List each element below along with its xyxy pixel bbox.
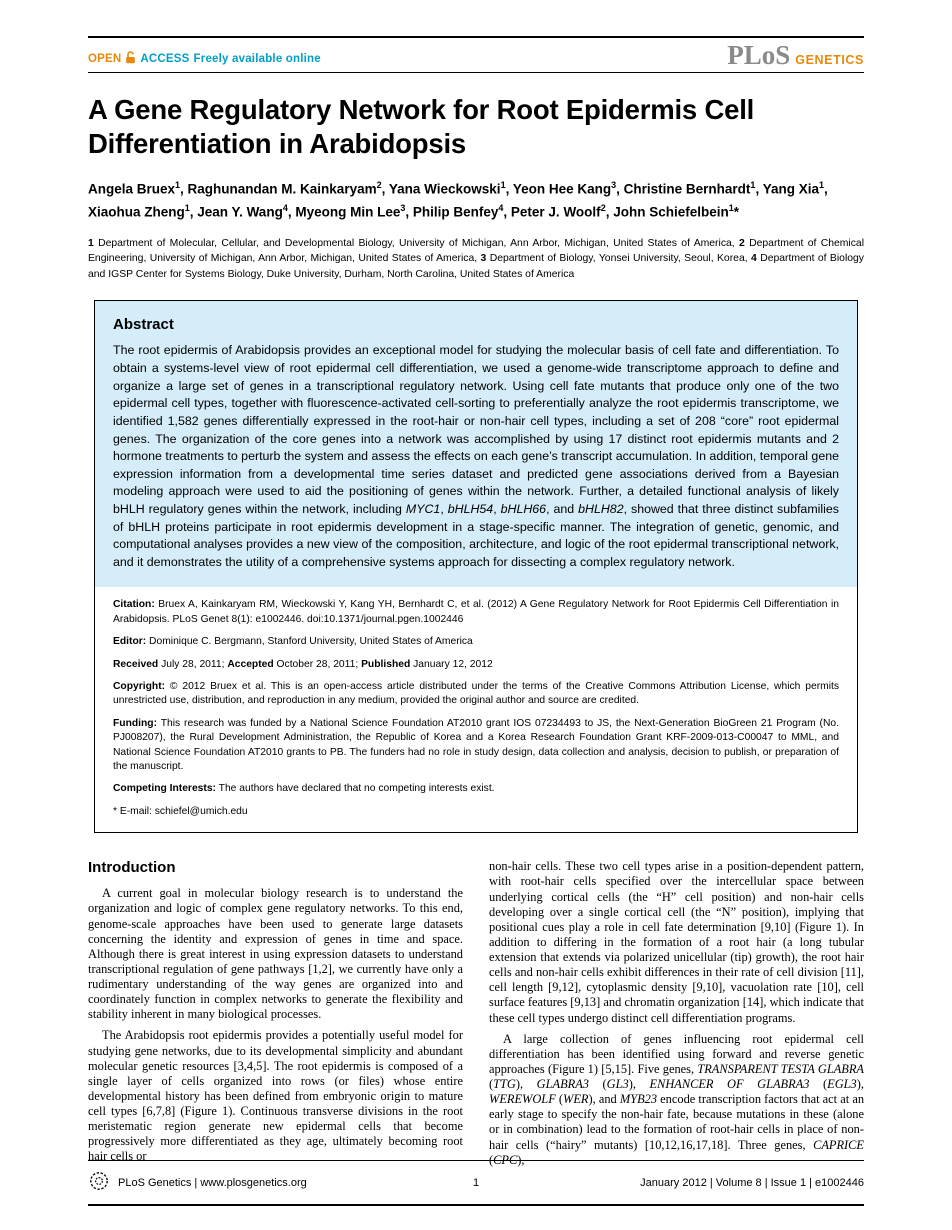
footer-journal-url: PLoS Genetics | www.plosgenetics.org <box>118 1176 307 1189</box>
metadata-section <box>95 587 857 832</box>
right-column <box>489 859 864 1174</box>
funding-line: Funding: This research was funded by a National Science Foundation AT2010 grant IOS 07234493 to JS, the Next-Generation BioGreen 21 Program (No. PJ008207), the Rural Development Administration, the Republic of Korea and a Korea Research Foundation Grant KRF-2009-013-C00047 to MML, and National Science Foundation AT2010 grants to PB. The funders had no role in study design, data collection and analysis, decision to publish, or preparation of the manuscript. <box>113 717 839 773</box>
open-access-access-label: ACCESS <box>140 53 190 65</box>
body-paragraph: The Arabidopsis root epidermis provides a potentially useful model for studying gene networks, due to its developmental simplicity and abundant molecular genetic resources [3,4,5]. The root epidermis is composed of a single layer of cells organized into rows (or files) whose entire developmental history has been defined from embryonic origin to mature cell types [6,7,8] (Figure 1). Continuous transverse divisions in the root meristematic region generate new epidermal cells that become progressively more differentiated as they age, ultimately becoming root hair cells or <box>88 1028 463 1164</box>
abstract-metadata-box <box>94 300 858 833</box>
footer-bottom-rule <box>88 1204 864 1206</box>
journal-name: GENETICS <box>795 53 864 67</box>
introduction-heading: Introduction <box>88 859 176 877</box>
open-access-open-label: OPEN <box>88 53 122 65</box>
body-paragraph: non-hair cells. These two cell types arise in a position-dependent pattern, with root-hair cells specified over the intercellular space between underlying cortical cells (the “H” cell position) and non-hair cells developing over a single cortical cell (the “N” position), implying that positional cues play a role in cell fate determination [9,10] (Figure 1). In addition to differing in the formation of a root hair (a long tubular extension that extends via polarized unicellular (tip) growth), the root hair cells and non-hair cells exhibit differences in their rate of cell division [11], cell length [9,12], cytoplasmic density [9,10], vacuolation rate [10], cell surface features [9,13] and chromatin organization [14], which indicate that these cell types undergo distinct cell differentiation programs. <box>489 859 864 1025</box>
affiliations: 1 Department of Molecular, Cellular, and Developmental Biology, University of Michigan, Ann Arbor, Michigan, United States of America, 2 Department of Chemical Engineering, University of Michigan, Ann Arbor, Michigan, United States of America, 3 Department of Biology, Yonsei University, Seoul, Korea, 4 Department of Biology and IGSP Center for Systems Biology, Duke University, Durham, North Carolina, United States of America <box>88 237 865 280</box>
competing-interests-line: Competing Interests: The authors have declared that no competing interests exist. <box>113 783 495 795</box>
open-lock-icon <box>125 51 136 67</box>
footer-row <box>88 1161 864 1204</box>
masthead-rule <box>88 72 864 73</box>
plos-wordmark: PLoS <box>727 40 791 70</box>
author-list: Angela Bruex$^1$, Raghunandan M. Kainkaryam$^2$, Yana Wieckowski$^1$, Yeon Hee Kang$^3$, Christine Bernhardt$^1$, Yang Xia$^1$, Xiaohua Zheng$^1$, Jean Y. Wang$^4$, Myeong Min Lee$^3$, Philip Benfey$^4$, Peter J. Woolf$^2$, John Schiefelbein$^1$* <box>88 180 828 220</box>
page-number: 1 <box>472 1176 480 1189</box>
body-paragraph: A large collection of genes influencing root epidermal cell differentiation has been identified using forward and reverse genetic approaches (Figure 1) [5,15]. Five genes, TRANSPARENT TESTA GLABRA (TTG), GLABRA3 (GL3), ENHANCER OF GLABRA3 (EGL3), WEREWOLF (WER), and MYB23 encode transcription factors that act at an early stage to specify the non-hair fate, because mutations in these (alone or in combination) lead to the formation of root-hair cells in place of non-hair cells (“hairy” mutants) [10,12,16,17,18]. Three genes, CAPRICE (CPC), <box>489 1031 865 1167</box>
plos-logo-icon <box>88 1170 110 1195</box>
left-column <box>88 859 463 1174</box>
footer-issue-info: January 2012 | Volume 8 | Issue 1 | e1002446 <box>640 1176 864 1189</box>
page-footer <box>88 1160 864 1206</box>
abstract-body: The root epidermis of Arabidopsis provides an exceptional model for studying the molecular basis of cell fate and differentiation. To obtain a systems-level view of root epidermal cell differentiation, we used a genome-wide transcriptome approach to define and organize a large set of genes in a transcriptional regulatory network. Using cell fate mutants that produce only one of the two epidermal cell types, together with fluorescence-activated cell-sorting to preferentially analyze the root epidermis transcriptome, we identified 1,582 genes differentially expressed in the root-hair or non-hair cell types, including a set of 208 “core” root epidermal genes. The organization of the core genes into a network was accomplished by using 17 distinct root epidermis mutants and 2 hormone treatments to perturb the system and assess the effects on each gene’s transcript accumulation. In addition, temporal gene expression information from a developmental time series dataset and predicted gene associations derived from a Bayesian modeling approach were used to aid the positioning of genes within the network. Further, a detailed functional analysis of likely bHLH regulatory genes within the network, including MYC1, bHLH54, bHLH66, and bHLH82, showed that three distinct subfamilies of bHLH proteins participate in root epidermis development in a stage-specific manner. The integration of genetic, genomic, and computational analyses provides a new view of the composition, architecture, and logic of the root epidermal transcriptional network, and it demonstrates the utility of a comprehensive systems approach for dissecting a complex regulatory network. <box>113 343 839 569</box>
freely-available-label: Freely available online <box>193 53 321 65</box>
masthead <box>88 38 864 72</box>
copyright-line: Copyright: © 2012 Bruex et al. This is an open-access article distributed under the terms of the Creative Commons Attribution License, which permits unrestricted use, distribution, and reproduction in any medium, provided the original author and source are credited. <box>113 681 839 707</box>
body-paragraph: A current goal in molecular biology research is to understand the organization and logic of complex gene regulatory networks. To this end, genome-scale approaches have been used to generate large datasets concerning the identity and expression of genes in time and space. Although there is great interest in using expression datasets to understand transcriptional regulation of gene pathways [1,2], we currently have only a rudimentary understanding of the way genes are organized into and coordinately function in complex networks to generate the flexibility and stability inherent in many biological processes. <box>88 886 463 1022</box>
journal-logo <box>727 40 864 70</box>
article-body <box>88 859 864 1174</box>
email-line[interactable]: * E-mail: schiefel@umich.edu <box>113 805 248 817</box>
abstract-heading: Abstract <box>113 316 174 334</box>
footer-left <box>88 1170 473 1195</box>
dates-line: Received July 28, 2011; Accepted October 28, 2011; Published January 12, 2012 <box>113 658 493 670</box>
abstract-section <box>95 301 857 587</box>
editor-line: Editor: Dominique C. Bergmann, Stanford University, United States of America <box>113 636 473 648</box>
article-title: A Gene Regulatory Network for Root Epidermis Cell Differentiation in Arabidopsis <box>88 94 755 159</box>
open-access-banner <box>88 51 321 67</box>
citation-line: Citation: Bruex A, Kainkaryam RM, Wieckowski Y, Kang YH, Bernhardt C, et al. (2012) A Gene Regulatory Network for Root Epidermis Cell Differentiation in Arabidopsis. PLoS Genet 8(1): e1002446. doi:10.1371/journal.pgen.1002446 <box>113 599 839 625</box>
